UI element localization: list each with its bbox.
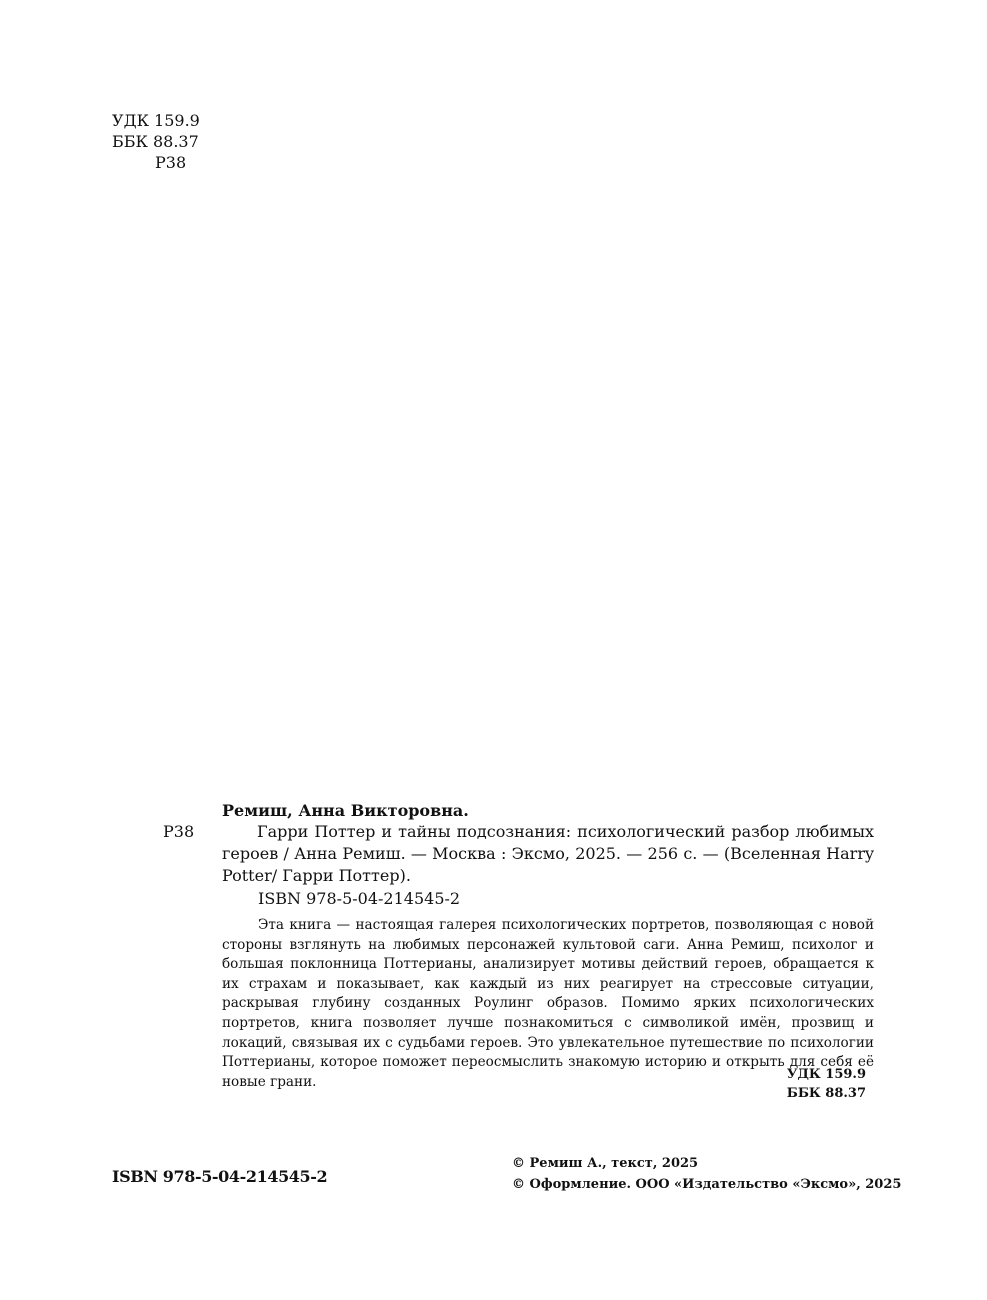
udk-code: УДК 159.9 <box>112 111 200 130</box>
author-sign: Р38 <box>155 153 187 172</box>
classification-codes-bottom <box>768 1065 866 1103</box>
bbk-code: ББК 88.37 <box>112 132 199 151</box>
author-name: Ремиш, Анна Викторовна. <box>222 801 469 820</box>
copyright-design: © Оформление. ООО «Издательство «Эксмо», 2025 <box>512 1177 902 1192</box>
author-sign-margin: Р38 <box>163 822 195 841</box>
classification-codes-top <box>112 110 200 173</box>
bbk-code-bottom: ББК 88.37 <box>786 1086 866 1101</box>
udk-code-bottom: УДК 159.9 <box>786 1067 866 1082</box>
annotation-text: Эта книга — настоящая галерея психологических портретов, позволяющая с новой стороны взглянуть на любимых персонажей культовой саги. Анна Ремиш, психолог и большая поклонница Поттерианы, анализирует мотивы действий героев, обращается к их страхам и показывает, как каждый из них реагирует на стрессовые ситуации, раскрывая глубину созданных Роулинг образов. Помимо ярких психологических портретов, книга позволяет лучше познакомиться с символикой имён, прозвищ и локаций, связывая их с судьбами героев. Это увлекательное путешествие по психологии Поттерианы, которое поможет переосмыслить знакомую историю и открыть для себя её новые грани. <box>222 917 874 1090</box>
isbn-entry: ISBN 978-5-04-214545-2 <box>258 889 461 908</box>
copyright-text: © Ремиш А., текст, 2025 <box>512 1156 699 1171</box>
copyright-block <box>512 1153 901 1195</box>
bibliographic-description: Гарри Поттер и тайны подсознания: психологический разбор любимых героев / Анна Ремиш. — Москва : Эксмо, 2025. — 256 с. — (Вселенная Harry Potter/ Гарри Поттер). <box>222 822 874 885</box>
isbn-footer: ISBN 978-5-04-214545-2 <box>112 1167 328 1186</box>
